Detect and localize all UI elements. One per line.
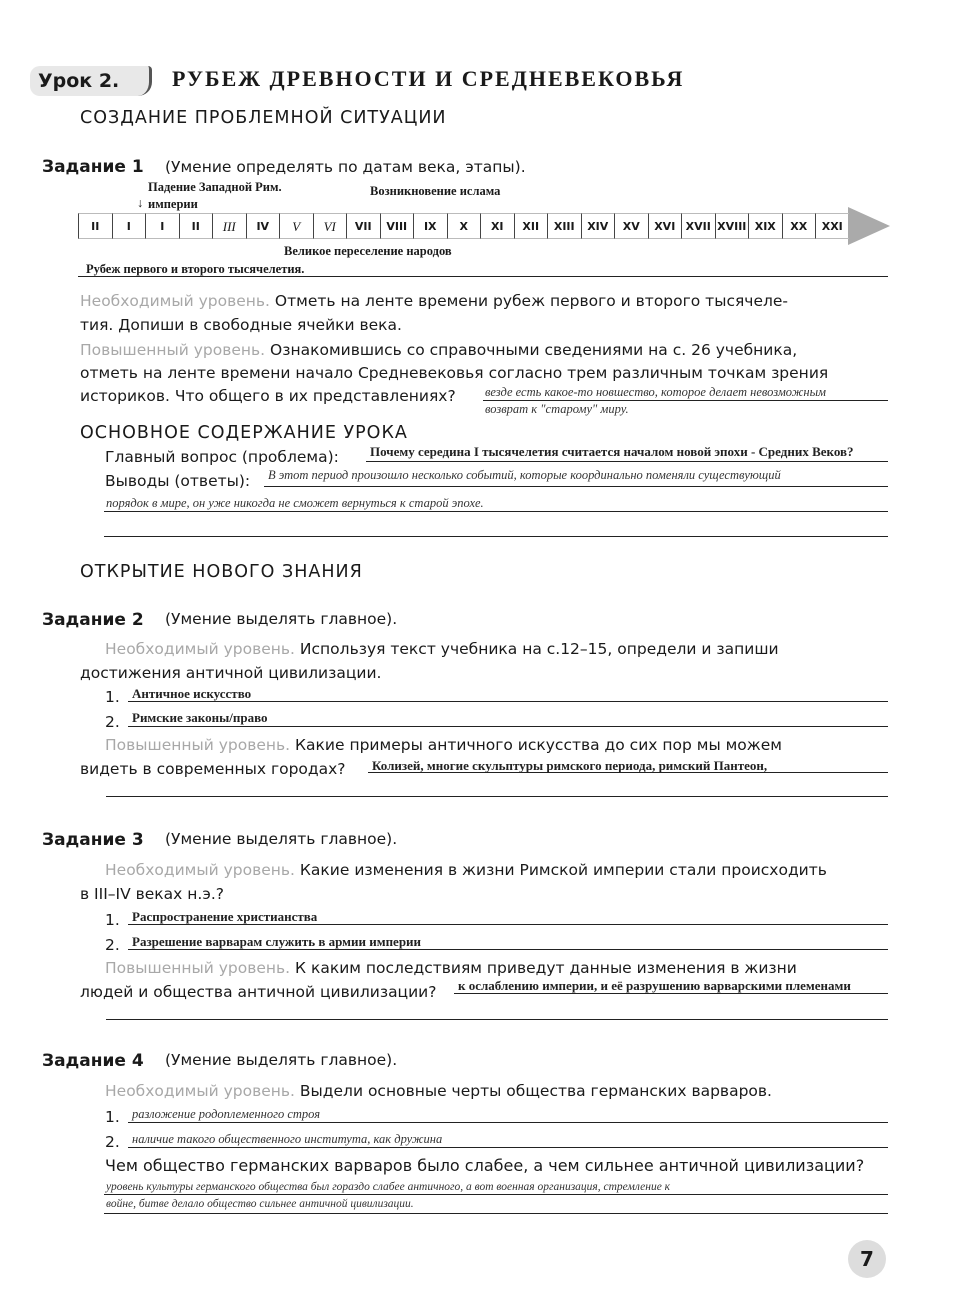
task-text: видеть в современных городах? [80,760,346,778]
level-label: Необходимый уровень. [80,292,270,310]
section-heading: ОТКРЫТИЕ НОВОГО ЗНАНИЯ [80,562,363,582]
task-text: отметь на ленте времени начало Средневековья согласно трем различным точкам зрения [80,364,829,382]
timeline-cell[interactable]: X [447,213,481,239]
timeline-cell[interactable]: XVI [648,213,682,239]
lesson-title: РУБЕЖ ДРЕВНОСТИ И СРЕДНЕВЕКОВЬЯ [172,66,685,91]
timeline-cell[interactable]: IV [246,213,280,239]
timeline-cell[interactable]: VIII [380,213,414,239]
timeline-cell[interactable]: VI [313,213,347,239]
timeline-cell[interactable]: III [212,213,246,239]
item-number: 2. [105,1133,120,1151]
answer-text[interactable]: Колизей, многие скульптуры римского периода, римский Пантеон, [372,758,768,773]
answer-text[interactable]: Разрешение варварам служить в армии империи [132,934,422,949]
timeline-cell[interactable]: XIV [581,213,615,239]
item-number: 1. [105,688,120,706]
timeline-arrow [848,207,890,245]
task-text: К каким последствиям приведут данные изменения в жизни [295,959,797,977]
task-text: тия. Допиши в свободные ячейки века. [80,316,402,334]
task-text: Какие изменения в жизни Римской империи стали происходить [299,861,827,879]
annotation: Падение Западной Рим. [148,180,282,194]
task-text: достижения античной цивилизации. [80,664,382,682]
task-title: Задание 2 [42,610,144,630]
timeline [78,213,849,239]
answer-text[interactable]: везде есть какое-то новшество, которое делает невозможным [485,385,827,399]
lesson-label: Урок 2. [30,66,152,96]
timeline-cell[interactable]: XII [514,213,548,239]
task-text: Ознакомившись со справочными сведениями на с. 26 учебника, [270,341,798,359]
answer-text[interactable]: В этот период произошло несколько событий, которые координально поменяли существующий [268,468,781,482]
task-text: Отметь на ленте времени рубеж первого и второго тысячеле- [274,292,789,310]
answer-text[interactable]: наличие такого общественного института, как дружина [132,1132,443,1146]
page-number: 7 [848,1240,886,1278]
annotation: Возникновение ислама [370,184,501,198]
timeline-cell[interactable]: XXI [815,213,849,239]
task-skill: (Умение определять по датам века, этапы). [165,158,526,176]
answer-text[interactable]: разложение родоплеменного строя [132,1107,321,1121]
timeline-cell[interactable]: XVII [681,213,715,239]
item-number: 1. [105,911,120,929]
timeline-cell[interactable]: VII [346,213,380,239]
level-label: Повышенный уровень. [105,736,291,754]
task-skill: (Умение выделять главное). [165,830,398,848]
level-label: Повышенный уровень. [80,341,266,359]
task-skill: (Умение выделять главное). [165,1051,398,1069]
item-number: 2. [105,936,120,954]
task-text: Выдели основные черты общества германских варваров. [299,1082,772,1100]
timeline-cell[interactable]: XIX [748,213,782,239]
field-label: Выводы (ответы): [105,472,251,490]
annotation: Великое переселение народов [284,244,452,258]
arrow-down-icon: ↓ [137,196,144,210]
timeline-cell[interactable]: I [145,213,179,239]
timeline-cell[interactable]: IX [413,213,447,239]
task-title: Задание 3 [42,830,144,850]
task-text: Какие примеры античного искусства до сих пор мы можем [295,736,782,754]
timeline-cell[interactable]: II [179,213,213,239]
annotation: империи [148,197,198,211]
answer-text[interactable]: порядок в мире, он уже никогда не сможет вернуться к старой эпохе. [106,496,484,510]
answer-text[interactable]: Античное искусство [132,686,252,701]
annotation: Рубеж первого и второго тысячелетия. [86,262,305,276]
section-heading: СОЗДАНИЕ ПРОБЛЕМНОЙ СИТУАЦИИ [80,108,447,128]
timeline-cell[interactable]: XX [782,213,816,239]
timeline-cell[interactable]: XIII [547,213,581,239]
task-title: Задание 1 [42,157,144,177]
timeline-cell[interactable]: V [279,213,313,239]
section-heading: ОСНОВНОЕ СОДЕРЖАНИЕ УРОКА [80,423,408,443]
answer-text[interactable]: к ослаблению империи, и её разрушению варварскими племенами [458,978,851,993]
task-text: в III–IV веках н.э.? [80,885,224,903]
timeline-cell[interactable]: I [112,213,146,239]
field-label: Главный вопрос (проблема): [105,448,339,466]
task-text: Чем общество германских варваров было слабее, а чем сильнее античной цивилизации? [105,1156,865,1175]
answer-text[interactable]: уровень культуры германского общества был гораздо слабее античного, а вот военная организация, стремление к [106,1181,671,1193]
item-number: 2. [105,713,120,731]
task-title: Задание 4 [42,1051,144,1071]
answer-text[interactable]: возврат к "старому" миру. [485,402,629,416]
level-label: Повышенный уровень. [105,959,291,977]
answer-text[interactable]: Почему середина I тысячелетия считается началом новой эпохи - Средних Веков? [370,444,854,459]
timeline-cell[interactable]: II [78,213,112,239]
timeline-cell[interactable]: XV [614,213,648,239]
answer-text[interactable]: Римские законы/право [132,710,268,725]
level-label: Необходимый уровень. [105,1082,295,1100]
answer-text[interactable]: войне, битве делало общество сильнее античной цивилизации. [106,1198,414,1210]
timeline-cell[interactable]: XI [480,213,514,239]
task-skill: (Умение выделять главное). [165,610,398,628]
item-number: 1. [105,1108,120,1126]
answer-text[interactable]: Распространение христианства [132,909,318,924]
timeline-cell[interactable]: XVIII [715,213,749,239]
level-label: Необходимый уровень. [105,640,295,658]
task-text: людей и общества античной цивилизации? [80,983,437,1001]
task-text: историков. Что общего в их представлениях? [80,387,456,405]
task-text: Используя текст учебника на с.12–15, определи и запиши [299,640,779,658]
level-label: Необходимый уровень. [105,861,295,879]
